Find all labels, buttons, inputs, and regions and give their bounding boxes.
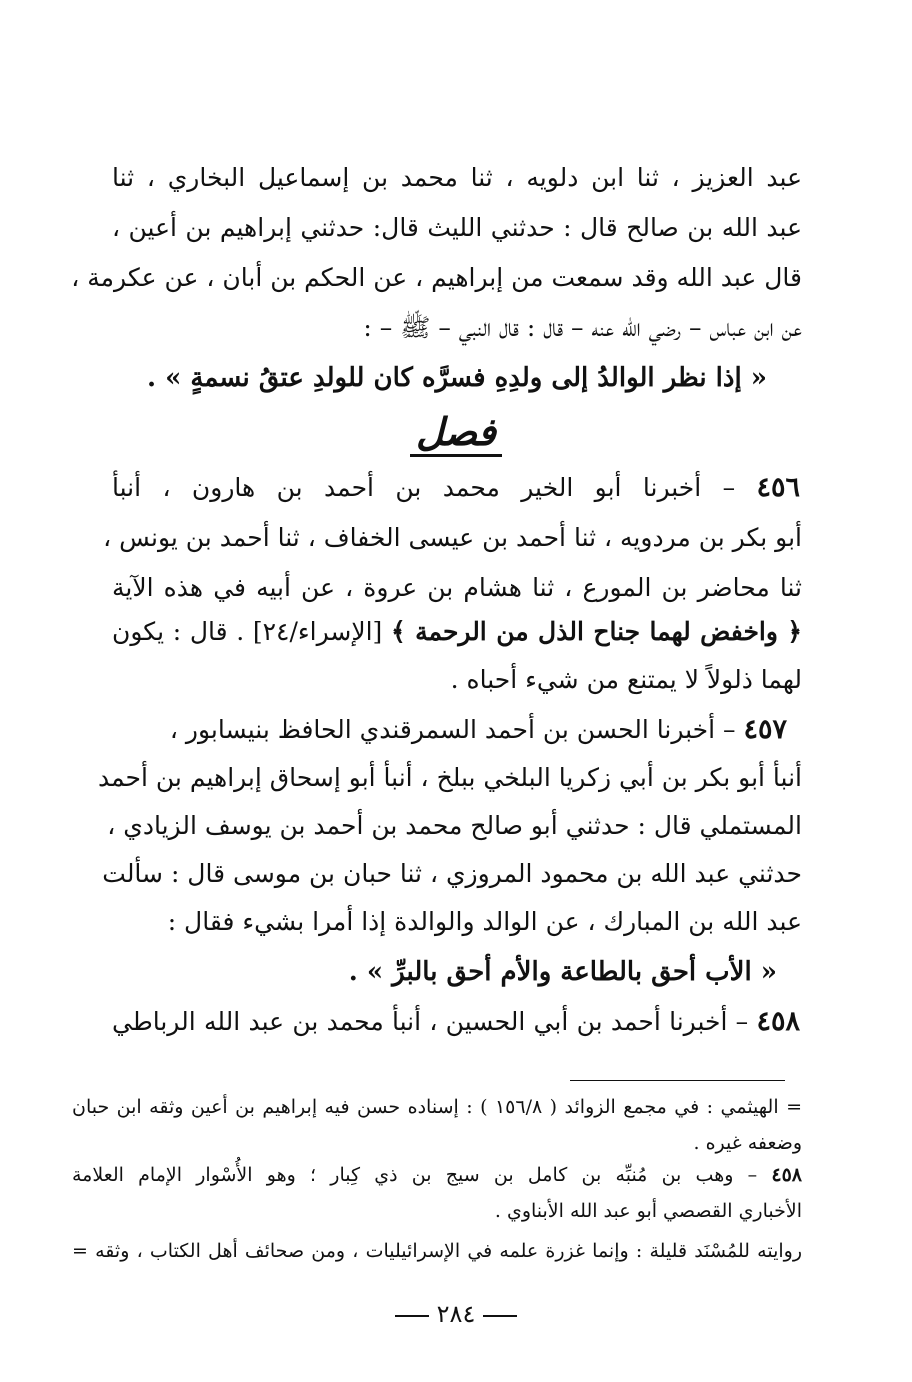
- body-line: أنبأ أبو بكر بن أبي زكريا البلخي ببلخ ، أنبأ أبو إسحاق إبراهيم بن أحمد: [97, 763, 802, 792]
- entry-457-line: ٤٥٧ – أخبرنا الحسن بن أحمد السمرقندي الحافظ بنيسابور ،: [169, 714, 787, 745]
- hadith-text: « الأب أحق بالطاعة والأم أحق بالبرِّ » .: [348, 957, 777, 987]
- body-line: المستملي قال : حدثني أبو صالح محمد بن أحمد بن يوسف الزيادي ،: [107, 811, 802, 840]
- body-line: عن ابن عباس – رضي الله عنه – قال : قال النبي – ﷺ – :: [363, 313, 802, 342]
- quran-verse: ﴿ واخفض لهما جناح الذل من الرحمة ﴾: [391, 617, 803, 646]
- footnote-line: روايته للمُسْنَد قليلة : وإنما غزرة علمه في الإسرائيليات ، ومن صحائف أهل الكتاب ، وثقه =: [72, 1240, 802, 1262]
- page-number: ٢٨٤: [0, 1300, 912, 1328]
- body-line: عبد الله بن صالح قال : حدثني الليث قال: حدثني إبراهيم بن أعين ،: [112, 213, 802, 242]
- hadith-text: « إذا نظر الوالدُ إلى ولدِهِ فسرَّه كان للولدِ عتقُ نسمةٍ » .: [146, 363, 767, 393]
- footnote-number: ٤٥٨: [771, 1164, 802, 1186]
- body-line: عبد الله بن المبارك ، عن الوالد والوالدة إذا أمرا بشيء فقال :: [167, 907, 802, 936]
- body-line: قال عبد الله وقد سمعت من إبراهيم ، عن الحكم بن أبان ، عن عكرمة ،: [71, 263, 802, 292]
- body-line: ثنا محاضر بن المورع ، ثنا هشام بن عروة ، عن أبيه في هذه الآية: [112, 573, 802, 602]
- footnote-line: وضعفه غيره .: [693, 1132, 802, 1154]
- entry-458-line: ٤٥٨ – أخبرنا أحمد بن أبي الحسين ، أنبأ محمد بن عبد الله الرباطي: [112, 1006, 800, 1037]
- entry-number: ٤٥٦: [756, 472, 801, 503]
- verse-line: ﴿ واخفض لهما جناح الذل من الرحمة ﴾ [الإسراء/٢٤] . قال : يكون: [112, 617, 803, 646]
- footnote-line: ٤٥٨ – وهب بن مُنبِّه بن كامل بن سيج بن ذي كِبار ؛ وهو الأُسْوار الإمام العلامة: [72, 1164, 802, 1186]
- section-heading: فصل: [0, 408, 912, 456]
- entry-number: ٤٥٨: [756, 1006, 800, 1037]
- footnote-divider: [570, 1080, 785, 1081]
- footnote-line: الأخباري القصصي أبو عبد الله الأبناوي .: [494, 1200, 802, 1222]
- body-line: حدثني عبد الله بن محمود المروزي ، ثنا حبان بن موسى قال : سألت: [102, 859, 802, 888]
- body-line: لهما ذلولاً لا يمتنع من شيء أحباه .: [450, 665, 802, 694]
- entry-number: ٤٥٧: [743, 714, 787, 745]
- entry-456-line: ٤٥٦ – أخبرنا أبو الخير محمد بن أحمد بن هارون ، أنبأ: [112, 472, 801, 503]
- body-line: أبو بكر بن مردويه ، ثنا أحمد بن عيسى الخفاف ، ثنا أحمد بن يونس ،: [103, 523, 802, 552]
- footnote-line: = الهيثمي : في مجمع الزوائد ( ١٥٦/٨ ) : إسناده حسن فيه إبراهيم بن أعين وثقه ابن حبان: [72, 1096, 802, 1118]
- body-line: عبد العزيز ، ثنا ابن دلويه ، ثنا محمد بن إسماعيل البخاري ، ثنا: [112, 163, 802, 192]
